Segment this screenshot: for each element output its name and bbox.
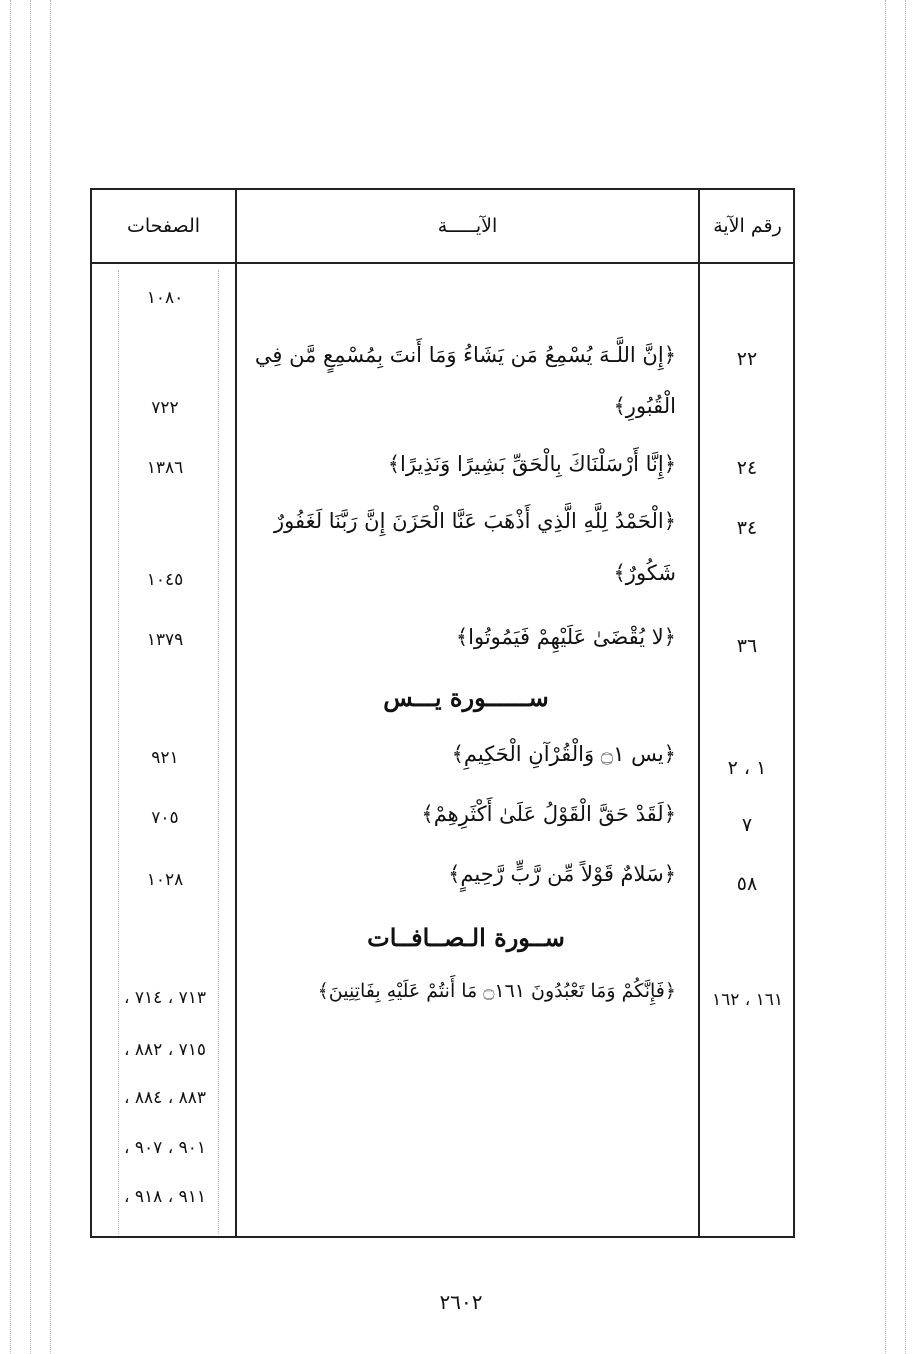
margin-guide — [30, 0, 31, 1354]
verse-text: ﴿لَقَدْ حَقَّ الْقَوْلُ عَلَىٰ أَكْثَرِهِمْ﴾ — [421, 802, 676, 826]
pages-cell: ٧٠٥ — [151, 808, 179, 828]
header-verse: الآيـــــة — [437, 215, 498, 237]
verse-number: ٧ — [741, 814, 753, 836]
verse-text: ﴿يس ۝١ وَالْقُرْآنِ الْحَكِيمِ﴾ — [451, 742, 676, 766]
pages-cell: ٩٢١ — [151, 748, 179, 768]
verse-text: ﴿لا يُقْضَىٰ عَلَيْهِمْ فَيَمُوتُوا﴾ — [455, 625, 676, 649]
verse-number: ٥٨ — [736, 873, 758, 895]
column-divider — [698, 190, 700, 1236]
verse-text: ﴿سَلامٌ قَوْلاً مِّن رَّبٍّ رَّحِيمٍ﴾ — [448, 862, 676, 886]
surah-heading: ســورة الـصــافــات — [367, 923, 565, 952]
page-number: ٢٦٠٢ — [439, 1290, 483, 1314]
pages-cell: ٧١٣ ، ٧١٤ ، — [124, 988, 206, 1008]
verse-number: ٣٤ — [736, 517, 758, 539]
pages-cell: ٩٠١ ، ٩٠٧ ، — [124, 1138, 206, 1158]
header-divider — [92, 262, 793, 264]
pages-cell: ٧٢٢ — [151, 398, 179, 418]
margin-guide — [10, 0, 11, 1354]
verse-number: ٢٤ — [736, 457, 758, 479]
verse-number: ٢٢ — [736, 348, 758, 370]
margin-guide — [50, 0, 51, 1354]
pages-cell: ٩١١ ، ٩١٨ ، — [124, 1187, 206, 1207]
margin-guide — [905, 0, 906, 1354]
verse-text: ﴿إِنَّا أَرْسَلْنَاكَ بِالْحَقِّ بَشِيرًا وَنَذِيرًا﴾ — [387, 452, 676, 476]
verse-text-continued: شَكُورٌ﴾ — [613, 561, 676, 585]
verse-number: ١ ، ٢ — [727, 757, 767, 779]
pages-cell: ١٠٨٠ — [146, 288, 184, 308]
pages-cell: ١٠٤٥ — [146, 570, 184, 590]
pages-cell: ٨٨٣ ، ٨٨٤ ، — [124, 1088, 206, 1108]
header-pages: الصفحات — [126, 215, 201, 237]
pages-cell: ٧١٥ ، ٨٨٢ ، — [124, 1040, 206, 1060]
header-verse-number: رقم الآية — [713, 215, 782, 237]
margin-guide — [885, 0, 886, 1354]
verse-text: ﴿فَإِنَّكُمْ وَمَا تَعْبُدُونَ ۝١٦١ مَا أَنتُمْ عَلَيْهِ بِفَاتِنِينَ﴾ — [317, 980, 676, 1002]
pages-cell: ١٠٢٨ — [146, 870, 184, 890]
pages-cell: ١٣٨٦ — [146, 458, 184, 478]
verse-text: ﴿إِنَّ اللَّـهَ يُسْمِعُ مَن يَشَاءُ وَمَا أَنتَ بِمُسْمِعٍ مَّن فِي — [254, 343, 676, 367]
column-divider — [235, 190, 237, 1236]
verse-text: ﴿الْحَمْدُ لِلَّهِ الَّذِي أَذْهَبَ عَنَّا الْحَزَنَ إِنَّ رَبَّنَا لَغَفُورٌ — [273, 509, 676, 533]
verse-number: ١٦١ ، ١٦٢ — [711, 990, 784, 1010]
surah-heading: ســــــورة يـــس — [383, 683, 549, 712]
pages-cell: ١٣٧٩ — [146, 630, 184, 650]
verse-number: ٣٦ — [736, 635, 758, 657]
verse-text-continued: الْقُبُورِ﴾ — [613, 394, 676, 418]
